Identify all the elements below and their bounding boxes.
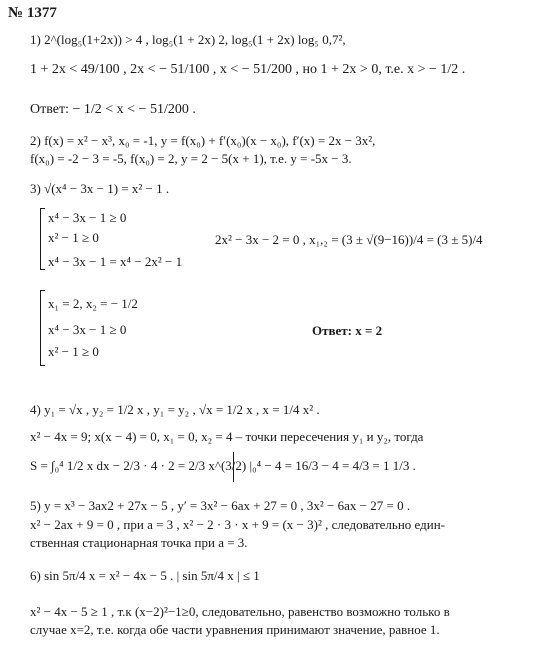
answer-line-1: Ответ: − 1/2 < x < − 51/200 . [30, 102, 196, 117]
area-integral: S = ∫₀⁴ 1/2 x dx − 2/3 · 4 · 2 = 2/3 x^(3/2) |₀⁴ − 4 = 16/3 − 4 = 4/3 = 1 1/3 . [30, 458, 416, 473]
solution-line-3: 2) f(x) = x² − x³, x₀ = -1, y = f(x₀) + f′(x₀)(x − x₀), f′(x) = 2x − 3x², [30, 133, 376, 148]
system-2-row-2: x⁴ − 3x − 1 ≥ 0 [48, 322, 127, 337]
system-1-row-2: x² − 1 ≥ 0 [48, 230, 99, 245]
system-1-row-3: x⁴ − 3x − 1 = x⁴ − 2x² − 1 [48, 254, 183, 269]
evaluation-bar [233, 452, 234, 482]
solution-line-5: 3) √(x⁴ − 3x − 1) = x² − 1 . [30, 181, 170, 196]
problem-number: № 1377 [8, 5, 57, 21]
solution-line-10: ственная стационарная точка при a = 3. [30, 535, 248, 550]
solution-line-2: 1 + 2x < 49/100 , 2x < − 51/100 , x < − 51/200 , но 1 + 2x > 0, т.е. x > − 1/2 . [30, 62, 466, 77]
solution-line-6: 4) y₁ = √x , y₂ = 1/2 x , y₁ = y₂ , √x = 1/2 x , x = 1/4 x² . [30, 402, 320, 417]
solution-line-7: x² − 4x = 9; x(x − 4) = 0, x₁ = 0, x₂ = 4 – точки пересечения y₁ и y₂, тогда [30, 429, 424, 444]
solution-line-4: f(x₀) = -2 − 3 = -5, f(x₀) = 2, y = 2 − 5(x + 1), т.е. y = -5x − 3. [30, 151, 352, 166]
solution-line-8: 5) y = x³ − 3ax2 + 27x − 5 , y′ = 3x² − 6ax + 27 = 0 , 3x² − 6ax − 27 = 0 . [30, 498, 411, 513]
system-2-row-1: x₁ = 2, x₂ = − 1/2 [48, 296, 138, 311]
solution-line-11: 6) sin 5π/4 x = x² − 4x − 5 . | sin 5π/4 x | ≤ 1 [30, 568, 260, 583]
system-brace-1 [40, 208, 45, 270]
system-1-row-1: x⁴ − 3x − 1 ≥ 0 [48, 210, 127, 225]
system-brace-2 [40, 290, 45, 366]
quadratic-roots: 2x² − 3x − 2 = 0 , x₁,₂ = (3 ± √(9−16))/4 = (3 ± 5)/4 [215, 232, 483, 247]
solution-line-1: 1) 2^(log₅(1+2x)) > 4 , log₅(1 + 2x) 2, log₅(1 + 2x) log₅ 0,7², [30, 32, 346, 47]
answer-line-2: Ответ: x = 2 [312, 323, 383, 338]
solution-line-9: x² − 2ax + 9 = 0 , при a = 3 , x² − 2 · 3 · x + 9 = (x − 3)² , следовательно един- [30, 517, 446, 532]
solution-line-13: случае x=2, т.е. когда обе части уравнения принимают значение, равное 1. [30, 622, 440, 637]
system-2-row-3: x² − 1 ≥ 0 [48, 344, 99, 359]
solution-line-12: x² − 4x − 5 ≥ 1 , т.к (x−2)²−1≥0, следовательно, равенство возможно только в [30, 604, 450, 619]
